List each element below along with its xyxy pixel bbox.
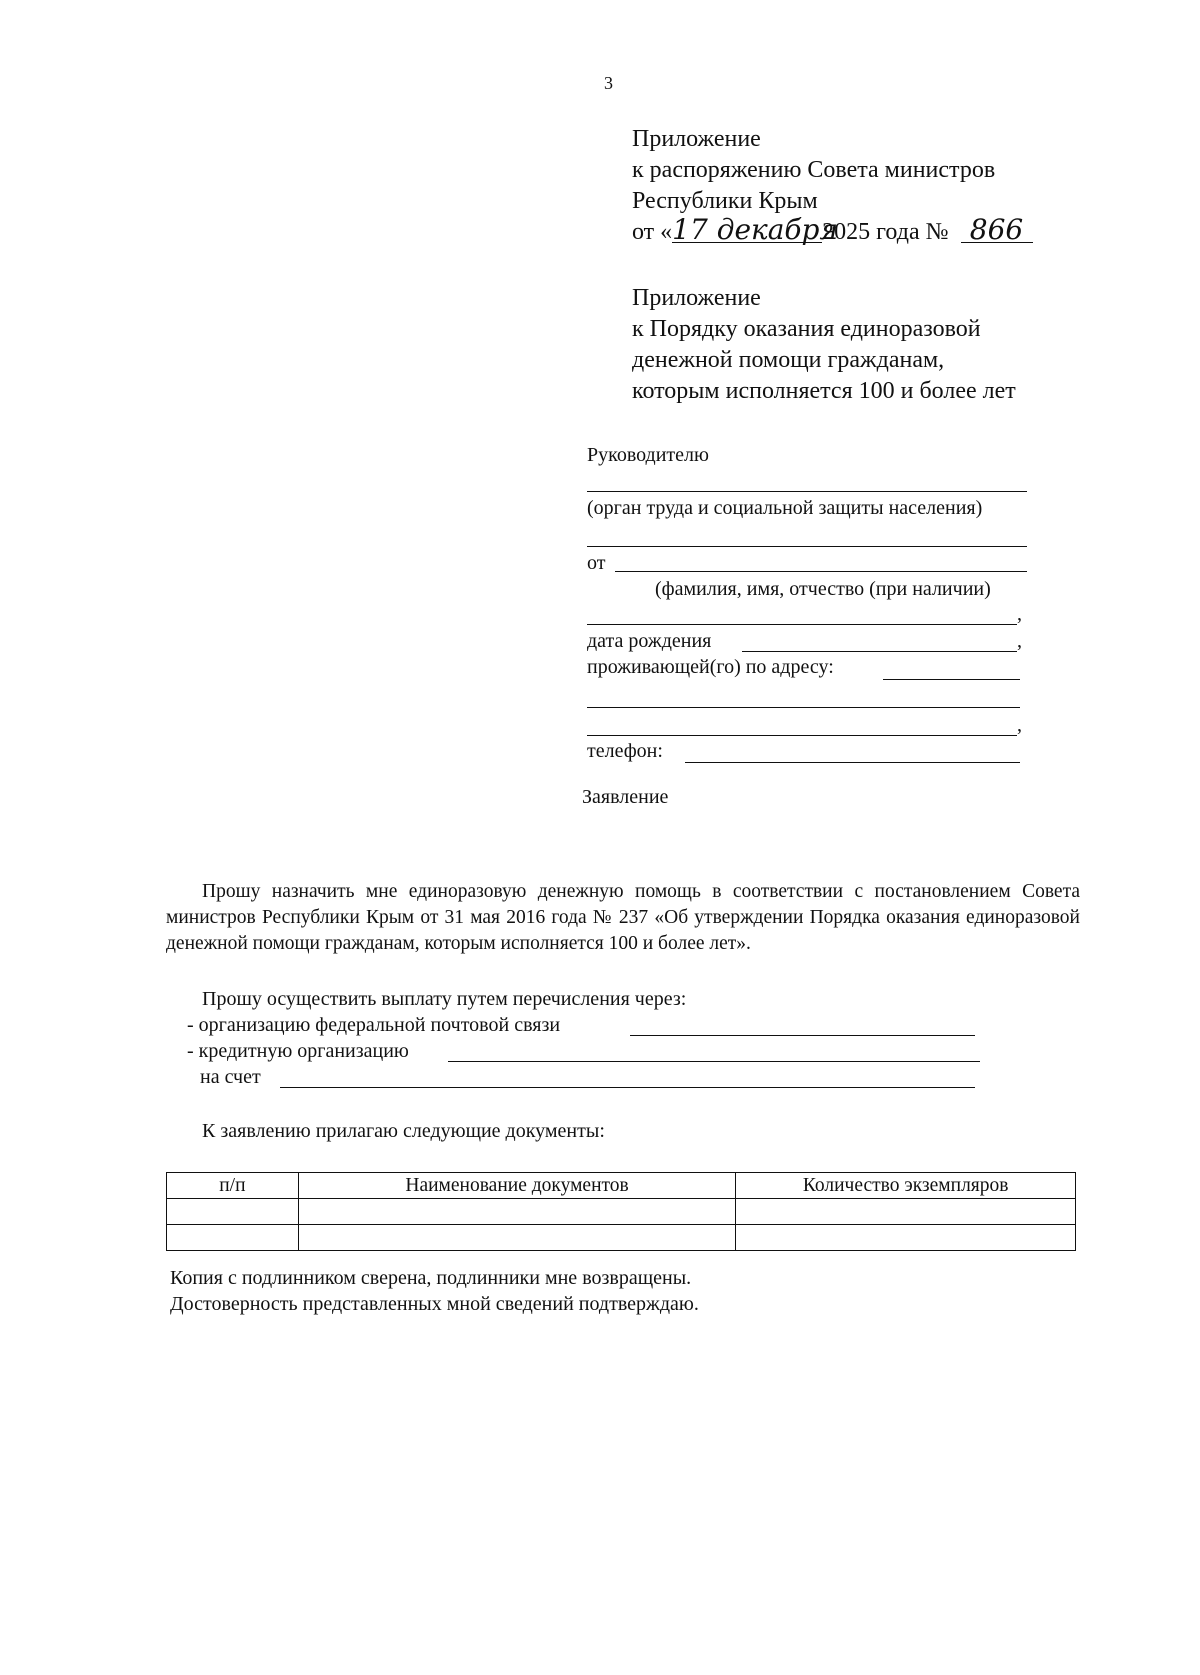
account-field-line[interactable] xyxy=(280,1087,975,1088)
table-row xyxy=(167,1199,1076,1225)
col-header-num: п/п xyxy=(167,1173,299,1199)
handwritten-number: 866 xyxy=(961,218,1033,243)
order-date-line xyxy=(632,213,1033,248)
payment-intro: Прошу осуществить выплату путем перечисления через: xyxy=(202,988,687,1010)
org-hint: (орган труда и социальной защиты населения) xyxy=(587,497,983,519)
from-label: от xyxy=(587,552,606,574)
account-label: на счет xyxy=(200,1066,261,1088)
address-field-line[interactable] xyxy=(883,679,1020,680)
col-header-name: Наименование документов xyxy=(298,1173,736,1199)
docs-intro: К заявлению прилагаю следующие документы: xyxy=(202,1120,605,1142)
appendix-republic-line: Республики Крым xyxy=(632,188,818,214)
table-cell[interactable] xyxy=(167,1199,299,1225)
procedure-line-3: которым исполняется 100 и более лет xyxy=(632,378,1016,404)
org-field-line[interactable] xyxy=(587,491,1027,492)
birth-field-line[interactable] xyxy=(742,651,1017,652)
date-prefix: от « xyxy=(632,219,673,245)
comma-3: , xyxy=(1017,714,1022,736)
phone-field-line[interactable] xyxy=(685,762,1020,763)
name-hint: (фамилия, имя, отчество (при наличии) xyxy=(655,578,991,600)
bank-field-line[interactable] xyxy=(448,1061,980,1062)
documents-table xyxy=(166,1172,1076,1251)
footer-copy-verified: Копия с подлинником сверена, подлинники мне возвращены. xyxy=(170,1267,692,1289)
appendix-procedure-block xyxy=(632,283,1016,407)
appendix-order-block xyxy=(632,124,1033,248)
phone-label: телефон: xyxy=(587,740,663,762)
appendix-label-2: Приложение xyxy=(632,285,761,311)
addressee-to: Руководителю xyxy=(587,444,709,466)
org-field-line-2[interactable] xyxy=(587,546,1027,547)
birth-label: дата рождения xyxy=(587,630,712,652)
table-cell[interactable] xyxy=(736,1225,1076,1251)
table-header-row xyxy=(167,1173,1076,1199)
document-title: Заявление xyxy=(582,786,669,808)
procedure-line-2: денежной помощи гражданам, xyxy=(632,347,945,373)
appendix-label: Приложение xyxy=(632,126,761,152)
address-label: проживающей(го) по адресу: xyxy=(587,656,834,678)
name-field-line-2[interactable] xyxy=(587,624,1017,625)
option-post: - организацию федеральной почтовой связи xyxy=(187,1014,561,1036)
option-bank: - кредитную организацию xyxy=(187,1040,409,1062)
address-field-line-3[interactable] xyxy=(587,735,1017,736)
footer-confirmation: Достоверность представленных мной сведений подтверждаю. xyxy=(170,1293,699,1315)
handwritten-date: 17 декабря xyxy=(672,213,838,246)
procedure-line-1: к Порядку оказания единоразовой xyxy=(632,316,981,342)
date-suffix: 2025 года № xyxy=(822,219,949,245)
table-cell[interactable] xyxy=(736,1199,1076,1225)
post-field-line[interactable] xyxy=(630,1035,975,1036)
col-header-count: Количество экземпляров xyxy=(736,1173,1076,1199)
address-field-line-2[interactable] xyxy=(587,707,1020,708)
request-paragraph xyxy=(166,879,1080,957)
name-field-line[interactable] xyxy=(615,571,1027,572)
table-row xyxy=(167,1225,1076,1251)
page-number: 3 xyxy=(604,73,613,93)
appendix-order-line: к распоряжению Совета министров xyxy=(632,157,996,183)
table-cell[interactable] xyxy=(298,1199,736,1225)
request-text: Прошу назначить мне единоразовую денежную помощь в соответствии с постановлением Совета министров Республики Крым от 31 мая 2016 года № 237 «Об утверждении Порядка оказания единоразовой денежной помощи гражданам, которым исполняется 100 и более лет». xyxy=(166,881,1080,954)
table-cell[interactable] xyxy=(298,1225,736,1251)
comma-1: , xyxy=(1017,603,1022,625)
comma-2: , xyxy=(1017,630,1022,652)
table-cell[interactable] xyxy=(167,1225,299,1251)
